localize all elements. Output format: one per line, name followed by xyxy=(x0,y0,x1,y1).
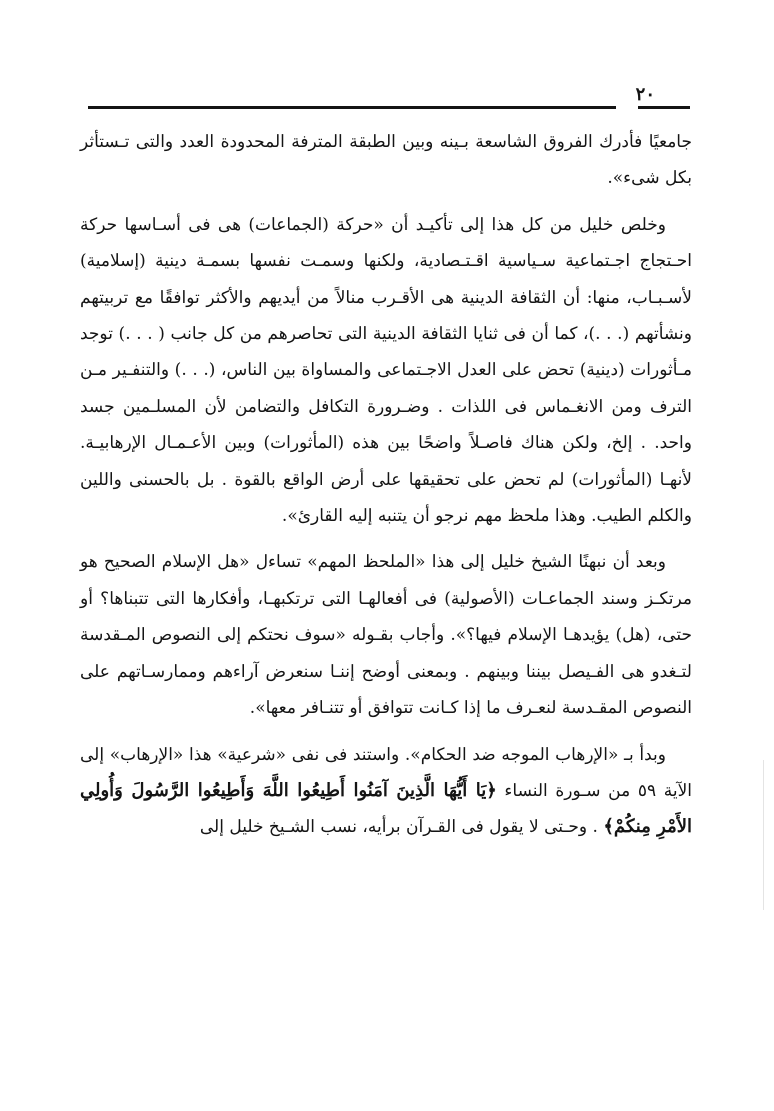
quran-verse: ﴿يَا أَيُّهَا الَّذِينَ آمَنُوا أَطِيعُوا اللَّهَ وَأَطِيعُوا الرَّسُولَ وَأُولِي الأَمْرِ مِنكُمْ﴾ xyxy=(80,779,692,838)
paragraph-4 xyxy=(80,737,692,846)
paragraph-2 xyxy=(80,207,692,535)
body-text xyxy=(80,124,692,846)
header-rule xyxy=(88,106,616,109)
header-rule-short xyxy=(638,106,690,109)
page-number: ٢٠ xyxy=(635,84,655,105)
scan-edge-mark xyxy=(763,760,764,910)
paragraph-1-text: جامعيًا فأدرك الفروق الشاسعة بـينه وبين الطبقة المترفة المحدودة العدد والتى تـستأثر بكل شىء». xyxy=(80,132,692,189)
paragraph-2-text: وخلص خليل من كل هذا إلى تأكيـد أن «حركة (الجماعات) هى فى أسـاسها حركة احـتجاج اجـتماعية سـياسية اقـتـصادية، ولكنها وسمـت نفسها بسمـة دينية (إسلامية) لأسـبـاب، منها: أن الثقافة الدينية هى الأقـرب منالاً من أيديهم والأكثر توافقًا مع تربيتهم ونشأتهم (. . .)، كما أن فى ثنايا الثقافة الدينية التى تحاصرهم من كل جانب ( . . .) توجد مـأثورات (دينية) تحض على العدل الاجـتماعى والمساواة بين الناس، (. . .) والتنفـير مـن الترف ومن الانغـماس فى اللذات . وضـرورة التكافل والتضامن لأن المسلـمين جسد واحد. . إلخ، ولكن هناك فاصـلاً واضحًا بين هذه (المأثورات) وبين الأعـمـال الإرهابيـة. لأنهـا (المأثورات) لم تحض على تحقيقها على أرض الواقع بالقوة . بل بالحسنى واللين والكلم الطيب. وهذا ملحظ مهم نرجو أن يتنبه إليه القارئ». xyxy=(80,214,692,527)
paragraph-4-continuation: . وحـتى لا يقول فى القـرآن برأيه، نسب الشـيخ خليل إلى xyxy=(199,817,598,838)
paragraph-3-text: وبعد أن نبهنًا الشيخ خليل إلى هذا «الملحظ المهم» تساءل «هل الإسلام الصحيح هو مرتكـز وسند الجماعـات (الأصولية) فى أفعالهـا التى ترتكبهـا، وأفكارها التى تتبناها؟ أو حتى، (هل) يؤيدهـا الإسلام فيها؟». وأجاب بقـوله «سوف نحتكم إلى النصوص المـقدسة لتـغدو هى الفـيصل بيننا وبينهم . وبمعنى أوضح إننـا سنعرض آراءهم وممارسـاتهم على النصوص المقـدسة لنعـرف ما إذا كـانت تتوافق أو تتنـافر معها». xyxy=(80,552,692,719)
paragraph-3 xyxy=(80,544,692,726)
page-header xyxy=(80,80,690,120)
paragraph-4-text: وبدأ بـ «الإرهاب الموجه ضد الحكام». واستند فى نفى «شرعية» هذا «الإرهاب» إلى الآية ٥٩ من سـورة النساء xyxy=(80,744,692,801)
paragraph-1 xyxy=(80,124,692,197)
